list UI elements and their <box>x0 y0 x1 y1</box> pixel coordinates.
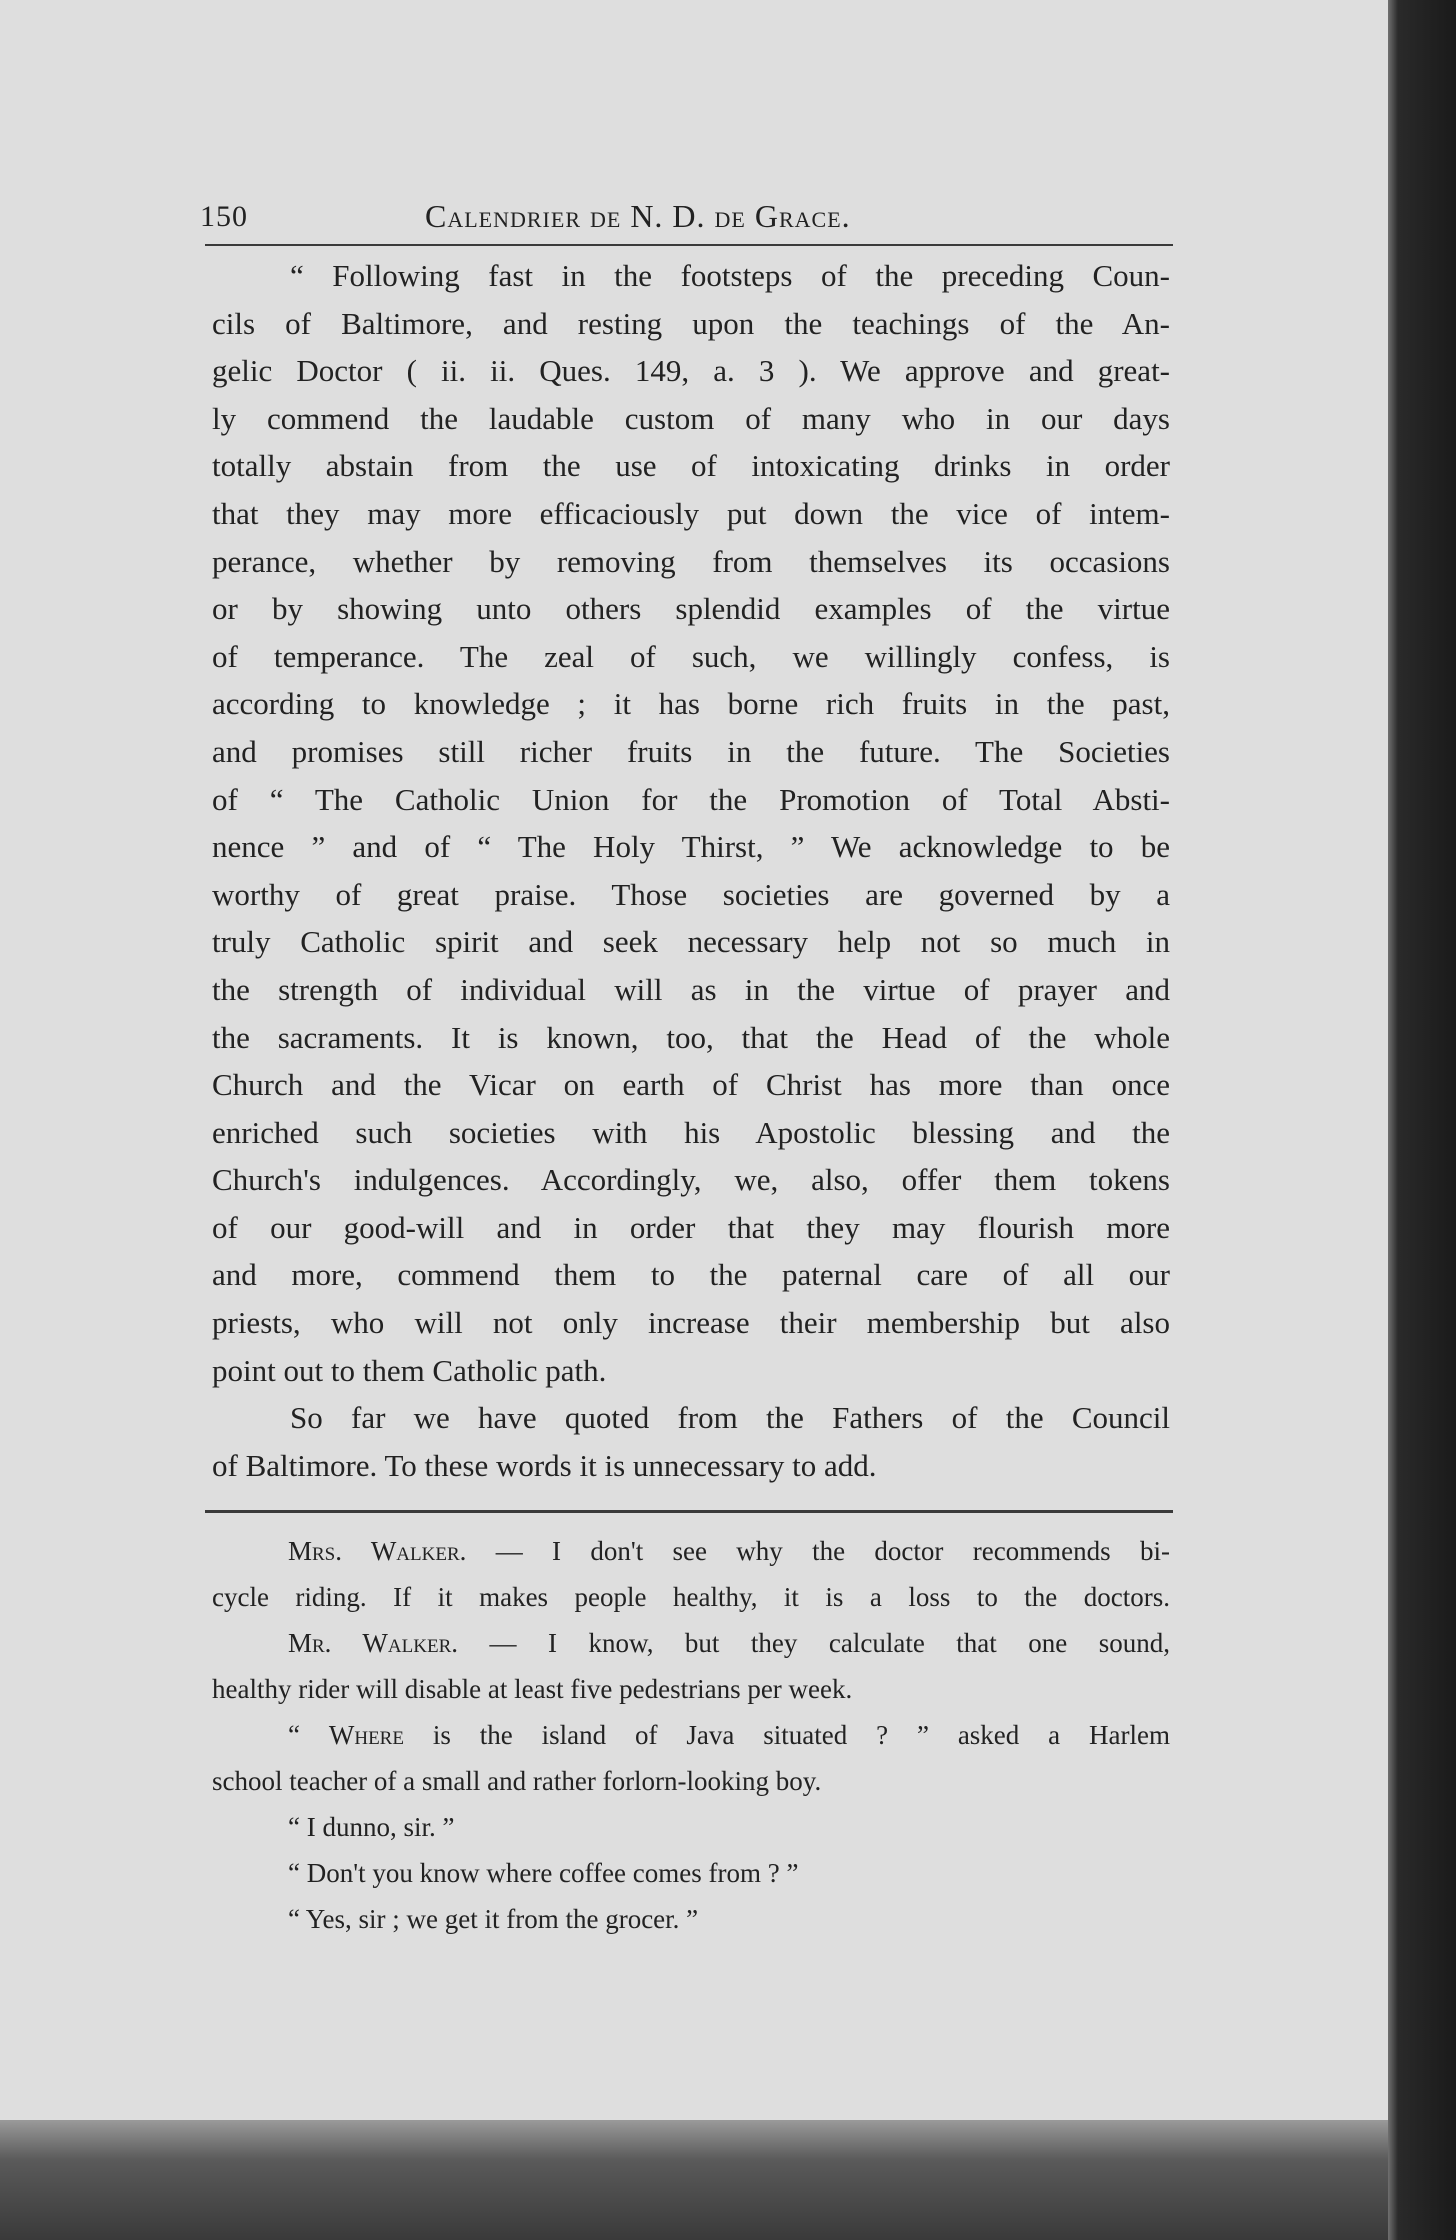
text-line: enriched such societies with his Apostolic blessing and the <box>212 1114 1170 1150</box>
text-line: of “ The Catholic Union for the Promotion of Total Absti- <box>212 781 1170 817</box>
speaker-name: Mrs. Walker. <box>288 1536 467 1566</box>
open-quote: “ <box>288 1720 329 1750</box>
joke-java <box>212 1712 1170 1942</box>
text-line: healthy rider will disable at least five pedestrians per week. <box>212 1674 853 1704</box>
dialogue-text: is the island of Java situated ? ” asked a Harlem <box>403 1720 1171 1750</box>
text-line: cils of Baltimore, and resting upon the teachings of the An- <box>212 305 1170 341</box>
text-line: of Baltimore. To these words it is unnecessary to add. <box>212 1447 877 1483</box>
speaker-name: Mr. Walker. <box>288 1628 458 1658</box>
text-line: nence ” and of “ The Holy Thirst, ” We acknowledge to be <box>212 829 1170 865</box>
page-bottom-edge <box>0 2120 1388 2240</box>
text-line: and more, commend them to the paternal care of all our <box>212 1257 1170 1293</box>
text-line: the sacraments. It is known, too, that the Head of the whole <box>212 1019 1170 1055</box>
text-line: gelic Doctor ( ii. ii. Ques. 149, a. 3 ). We approve and great- <box>212 353 1170 389</box>
book-spine-edge <box>1388 0 1456 2240</box>
text-line: perance, whether by removing from themselves its occasions <box>212 543 1170 579</box>
dialogue-text: — I don't see why the doctor recommends bi- <box>466 1536 1170 1566</box>
text-line: Church and the Vicar on earth of Christ has more than once <box>212 1067 1170 1103</box>
text-line: ly commend the laudable custom of many who in our days <box>212 400 1170 436</box>
page-header <box>200 196 1175 246</box>
text-line: or by showing unto others splendid examples of the virtue <box>212 591 1170 627</box>
text-line <box>212 1528 1170 1574</box>
text-line: priests, who will not only increase their membership but also <box>212 1305 1170 1341</box>
text-line: So far we have quoted from the Fathers of the Council <box>290 1400 1170 1436</box>
lead-word: Where <box>328 1720 404 1750</box>
text-line: “ Don't you know where coffee comes from ? ” <box>288 1858 799 1888</box>
text-line: worthy of great praise. Those societies are governed by a <box>212 876 1170 912</box>
text-line: school teacher of a small and rather forlorn-looking boy. <box>212 1766 822 1796</box>
page-number: 150 <box>200 200 248 233</box>
text-line: according to knowledge ; it has borne rich fruits in the past, <box>212 686 1170 722</box>
text-line: totally abstain from the use of intoxicating drinks in order <box>212 448 1170 484</box>
jokes-section <box>212 1528 1170 1942</box>
text-line: and promises still richer fruits in the future. The Societies <box>212 733 1170 769</box>
text-line: “ I dunno, sir. ” <box>288 1812 455 1842</box>
joke-walker <box>212 1528 1170 1712</box>
header-rule <box>205 244 1173 246</box>
dialogue-text: — I know, but they calculate that one sound, <box>458 1628 1170 1658</box>
text-line: “ Yes, sir ; we get it from the grocer. ” <box>288 1904 699 1934</box>
text-line <box>212 1620 1170 1666</box>
section-rule <box>205 1510 1173 1513</box>
text-line: cycle riding. If it makes people healthy, it is a loss to the doctors. <box>212 1582 1170 1612</box>
text-line: the strength of individual will as in the virtue of prayer and <box>212 971 1170 1007</box>
running-head: Calendrier de N. D. de Grace. <box>425 198 851 234</box>
text-line: that they may more efficaciously put down the vice of intem- <box>212 495 1170 531</box>
text-line: “ Following fast in the footsteps of the preceding Coun- <box>290 258 1170 293</box>
paragraph-1 <box>212 252 1170 1394</box>
text-line: point out to them Catholic path. <box>212 1352 607 1388</box>
text-line: Church's indulgences. Accordingly, we, also, offer them tokens <box>212 1162 1170 1198</box>
paragraph-2 <box>212 1394 1170 1489</box>
text-line: of our good-will and in order that they may flourish more <box>212 1209 1170 1245</box>
text-line <box>212 1712 1170 1758</box>
main-text <box>212 252 1170 1489</box>
text-line: truly Catholic spirit and seek necessary help not so much in <box>212 924 1170 960</box>
text-line: of temperance. The zeal of such, we willingly confess, is <box>212 638 1170 674</box>
